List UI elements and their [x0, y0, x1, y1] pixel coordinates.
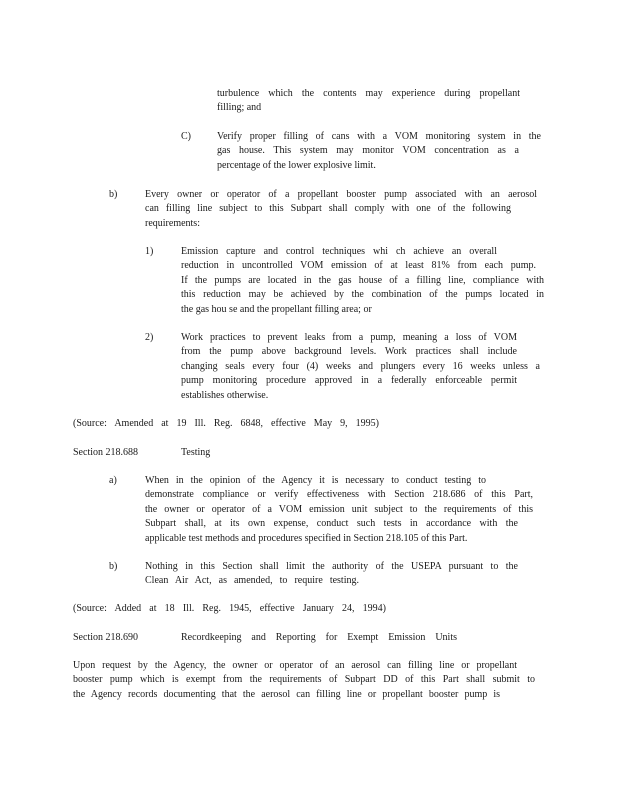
section-number: Section 218.688 [73, 447, 138, 458]
text-line: percentage of the lower explosive limit. [217, 159, 376, 171]
item-label-a: a) [109, 475, 117, 486]
text-line: filling; and [217, 102, 262, 114]
text-line: changing seals every four (4) weeks and plungers every 16 weeks unless a [181, 360, 540, 372]
source-note: (Source: Amended at 19 Ill. Reg. 6848, effective May 9, 1995) [73, 418, 379, 429]
text-line: pump monitoring procedure approved in a federally enforceable permit [181, 375, 517, 387]
text-line: reduction in uncontrolled VOM emission of at least 81% from each pump. [181, 260, 536, 272]
text-line: requirements: [145, 217, 200, 229]
text-line: applicable test methods and procedures specified in Section 218.105 of this Part. [145, 532, 468, 544]
section-title: Testing [181, 447, 211, 458]
item-C-text [217, 130, 541, 173]
item-label-C: C) [181, 131, 191, 142]
text-line: Verify proper filling of cans with a VOM monitoring system in the [217, 131, 541, 142]
text-line: Emission capture and control techniques whi ch achieve an overall [181, 246, 497, 257]
body-paragraph [73, 659, 535, 702]
text-line: When in the opinion of the Agency it is necessary to conduct testing to [145, 475, 486, 486]
text-line: turbulence which the contents may experience during propellant [217, 88, 520, 99]
text-line: from the pump above background levels. Work practices shall include [181, 346, 517, 358]
text-line: demonstrate compliance or verify effectiveness with Section 218.686 of this Part, [145, 489, 533, 501]
item-2-text [181, 331, 540, 403]
section-heading [73, 631, 138, 645]
text-line: Work practices to prevent leaks from a pump, meaning a loss of VOM [181, 332, 517, 343]
text-line: Nothing in this Section shall limit the authority of the USEPA pursuant to the [145, 561, 518, 572]
item-label-b: b) [109, 189, 118, 200]
text-line: establishes otherwise. [181, 389, 269, 401]
item-1-text [181, 245, 544, 317]
item-label-1: 1) [145, 246, 154, 257]
text-line: Every owner or operator of a propellant booster pump associated with an aerosol [145, 189, 537, 200]
item-b-text [145, 188, 537, 231]
paragraph-continued [217, 87, 520, 116]
text-line: gas house. This system may monitor VOM concentration as a [217, 145, 519, 157]
text-line: the gas hou se and the propellant filling area; or [181, 303, 372, 315]
text-line: this reduction may be achieved by the combination of the pumps located in [181, 289, 544, 301]
item-label-b: b) [109, 561, 118, 572]
item-b-testing-text [145, 560, 518, 589]
section-heading [73, 446, 138, 460]
text-line: If the pumps are located in the gas house of a filling line, compliance with [181, 274, 544, 286]
text-line: can filling line subject to this Subpart shall comply with one of the following [145, 203, 511, 215]
section-title: Recordkeeping and Reporting for Exempt Emission Units [181, 632, 457, 643]
text-line: Subpart shall, at its own expense, conduct such tests in accordance with the [145, 518, 518, 530]
text-line: the owner or operator of a VOM emission unit subject to the requirements of this [145, 503, 533, 515]
text-line: the Agency records documenting that the aerosol can filling line or propellant booster pump is [73, 688, 500, 700]
item-label-2: 2) [145, 332, 154, 343]
item-a-text [145, 474, 533, 546]
text-line: booster pump which is exempt from the requirements of Subpart DD of this Part shall submit to [73, 674, 535, 686]
section-number: Section 218.690 [73, 632, 138, 643]
text-line: Upon request by the Agency, the owner or operator of an aerosol can filling line or propellant [73, 660, 517, 671]
text-line: Clean Air Act, as amended, to require testing. [145, 575, 359, 587]
source-note: (Source: Added at 18 Ill. Reg. 1945, effective January 24, 1994) [73, 603, 386, 614]
